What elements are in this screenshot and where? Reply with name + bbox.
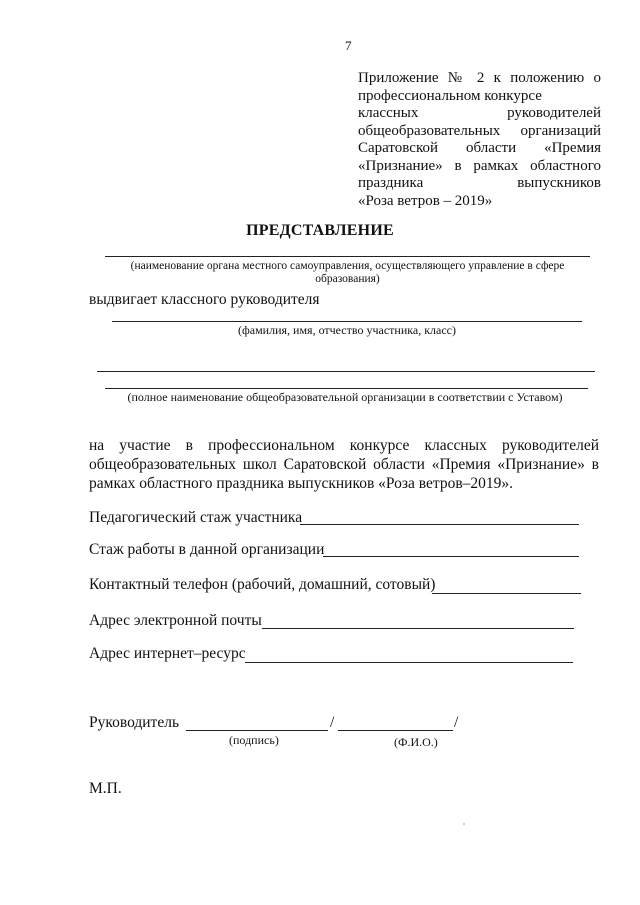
website-label: Адрес интернет–ресурс	[89, 645, 246, 662]
stamp-place: М.П.	[89, 780, 122, 797]
manager-label: Руководитель	[89, 714, 180, 731]
signature-slash: /	[330, 714, 335, 731]
participant-field-line[interactable]	[112, 321, 582, 322]
signature-field-line[interactable]	[186, 730, 328, 731]
appendix-line: Приложение № 2 к положению о	[358, 70, 601, 86]
phone-label: Контактный телефон (рабочий, домашний, сотовый)	[89, 576, 436, 593]
organization-field-line-1[interactable]	[97, 371, 595, 372]
appendix-line: классных руководителей	[358, 105, 601, 121]
work-experience-field-line[interactable]	[323, 556, 579, 557]
name-slash: /	[454, 714, 459, 731]
organ-field-line[interactable]	[105, 256, 590, 257]
scan-artifact	[463, 823, 465, 825]
email-field-line[interactable]	[262, 628, 574, 629]
appendix-header	[358, 70, 601, 210]
participant-caption: (фамилия, имя, отчество участника, класс)	[237, 323, 457, 337]
email-label: Адрес электронной почты	[89, 612, 262, 629]
organ-caption: (наименование органа местного самоуправления, осуществляющего управление в сфере образования)	[130, 260, 565, 285]
organization-caption: (полное наименование общеобразовательной организации в соответствии с Уставом)	[127, 390, 563, 404]
appendix-line: «Роза ветров – 2019»	[358, 192, 493, 209]
organization-field-line-2[interactable]	[105, 388, 588, 389]
appendix-line: профессиональном конкурсе	[358, 87, 542, 104]
name-field-line[interactable]	[338, 730, 453, 731]
document-title: ПРЕДСТАВЛЕНИЕ	[246, 222, 394, 239]
appendix-line: праздника выпускников	[358, 175, 601, 191]
name-caption: (Ф.И.О.)	[394, 735, 438, 749]
experience-field-line[interactable]	[300, 524, 579, 525]
nomination-paragraph: на участие в профессиональном конкурсе классных руководителей общеобразовательных школ Саратовской области «Премия «Признание» в рамках областного праздника выпускников «Роза ветров–2019».	[89, 437, 599, 492]
appendix-line: «Признание» в рамках областного	[358, 157, 601, 174]
nominates-text: выдвигает классного руководителя	[89, 291, 320, 308]
website-field-line[interactable]	[245, 662, 573, 663]
sign-caption: (подпись)	[229, 733, 279, 747]
work-experience-label: Стаж работы в данной организации	[89, 541, 325, 558]
page-number: 7	[345, 38, 352, 53]
experience-label: Педагогический стаж участника	[89, 509, 303, 526]
appendix-line: общеобразовательных организаций	[358, 122, 601, 139]
phone-field-line[interactable]	[432, 593, 581, 594]
appendix-line: Саратовской области «Премия	[358, 140, 601, 156]
